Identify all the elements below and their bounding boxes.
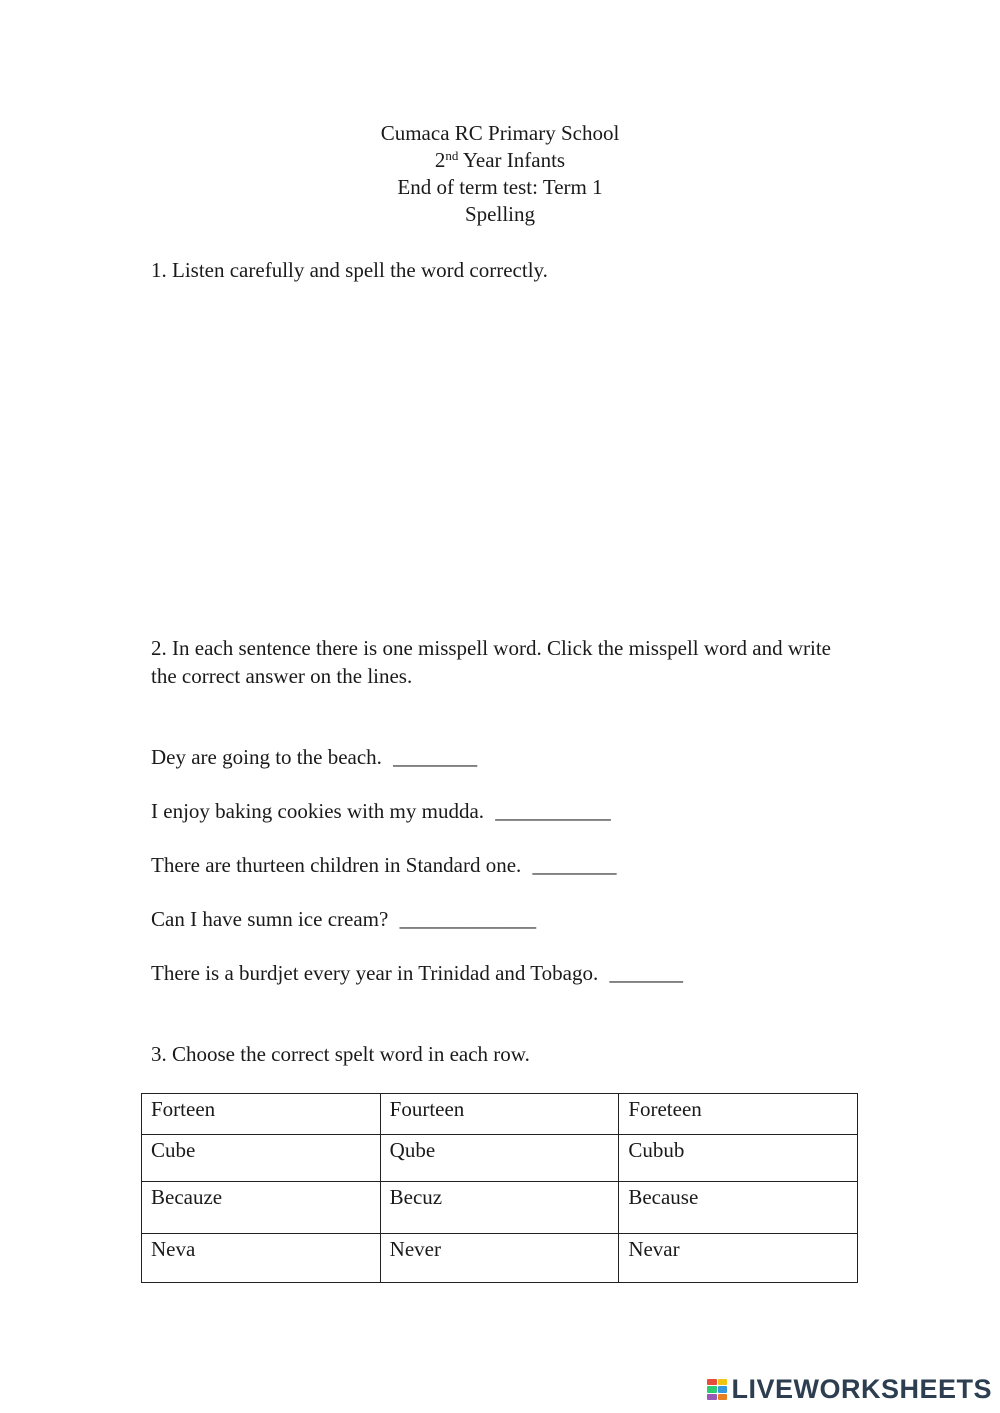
liveworksheets-logo-icon — [707, 1379, 727, 1401]
choice-cell[interactable]: Cubub — [619, 1135, 858, 1182]
choice-cell[interactable]: Qube — [380, 1135, 619, 1182]
sentence-text[interactable]: Can I have sumn ice cream? — [151, 907, 389, 931]
year-number: 2 — [434, 148, 446, 172]
sentence-text[interactable]: Dey are going to the beach. — [151, 745, 382, 769]
logo-block — [718, 1379, 728, 1386]
choice-cell[interactable]: Cube — [142, 1135, 381, 1182]
logo-block — [707, 1379, 717, 1386]
brand-name: LIVEWORKSHEETS — [731, 1374, 992, 1404]
choice-cell[interactable]: Because — [619, 1182, 858, 1234]
table-row — [142, 1234, 858, 1283]
spelling-choice-table — [141, 1093, 858, 1283]
liveworksheets-brand — [707, 1374, 992, 1405]
sentence-5 — [151, 959, 683, 987]
answer-blank[interactable]: ________ — [532, 853, 617, 877]
choice-cell[interactable]: Nevar — [619, 1234, 858, 1283]
subject-title: Spelling — [464, 202, 535, 226]
question-1-prompt: 1. Listen carefully and spell the word correctly. — [151, 258, 548, 282]
answer-blank[interactable]: _______ — [609, 961, 683, 985]
sentence-4 — [151, 905, 536, 933]
logo-block — [707, 1386, 717, 1393]
answer-blank[interactable]: ___________ — [495, 799, 611, 823]
sentence-text[interactable]: There are thurteen children in Standard one. — [151, 853, 522, 877]
sentence-2 — [151, 797, 611, 825]
choice-cell[interactable]: Becuz — [380, 1182, 619, 1234]
test-title: End of term test: Term 1 — [397, 175, 603, 199]
answer-blank[interactable]: ________ — [393, 745, 478, 769]
logo-block — [707, 1394, 717, 1401]
sentence-text[interactable]: There is a burdjet every year in Trinidad and Tobago. — [151, 961, 599, 985]
choice-cell[interactable]: Never — [380, 1234, 619, 1283]
choice-cell[interactable]: Neva — [142, 1234, 381, 1283]
question-2-prompt: 2. In each sentence there is one misspell word. Click the misspell word and write the correct answer on the lines. — [151, 636, 831, 688]
year-label: Year Infants — [458, 148, 566, 172]
choice-cell[interactable]: Becauze — [142, 1182, 381, 1234]
sentence-1 — [151, 743, 477, 771]
answer-blank[interactable]: _____________ — [399, 907, 537, 931]
choice-cell[interactable]: Foreteen — [619, 1094, 858, 1135]
sentence-text[interactable]: I enjoy baking cookies with my mudda. — [151, 799, 485, 823]
school-name: Cumaca RC Primary School — [380, 121, 620, 145]
logo-block — [718, 1386, 728, 1393]
worksheet-header — [0, 120, 1000, 228]
table-row — [142, 1182, 858, 1234]
question-3-prompt: 3. Choose the correct spelt word in each row. — [151, 1042, 530, 1066]
logo-block — [718, 1394, 728, 1401]
choice-cell[interactable]: Fourteen — [380, 1094, 619, 1135]
table-row — [142, 1135, 858, 1182]
year-suffix: nd — [445, 148, 459, 163]
class-level — [0, 147, 1000, 174]
sentence-3 — [151, 851, 617, 879]
table-row — [142, 1094, 858, 1135]
choice-cell[interactable]: Forteen — [142, 1094, 381, 1135]
